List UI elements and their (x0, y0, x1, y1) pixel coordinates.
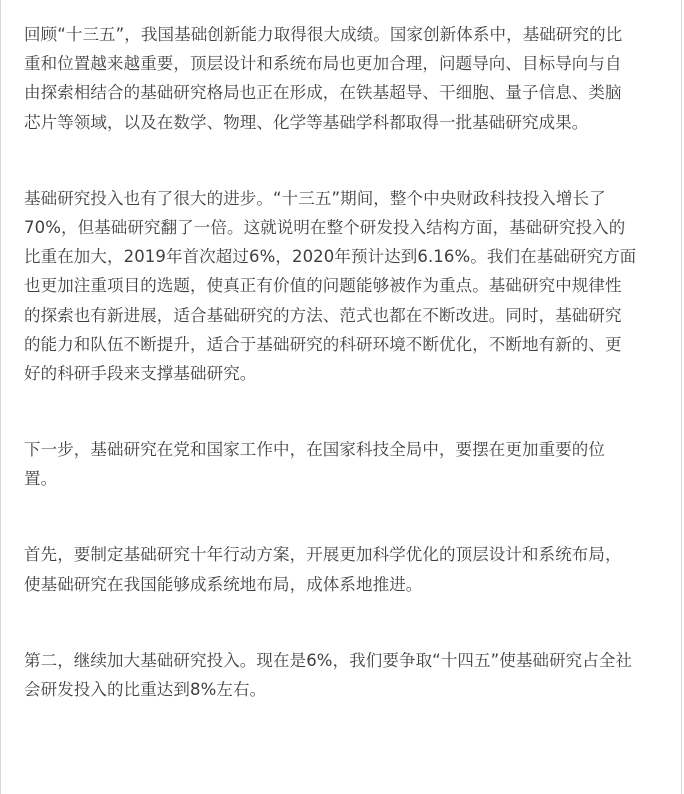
paragraph-next-step (24, 435, 664, 493)
text-line: 也更加注重项目的选题，使真正有价值的问题能够被作为重点。基础研究中规律性 (24, 276, 622, 296)
paragraph-investment-progress (24, 184, 664, 388)
text-line: 第二，继续加大基础研究投入。现在是6%，我们要争取“十四五”使基础研究占全社 (24, 650, 633, 670)
text-line: 70%，但基础研究翻了一倍。这就说明在整个研发投入结构方面，基础研究投入的 (24, 217, 626, 237)
paragraph-first-point (24, 540, 664, 598)
text-line: 重和位置越来越重要，顶层设计和系统布局也更加合理，问题导向、目标导向与自 (24, 54, 622, 74)
text-line: 置。 (24, 469, 58, 489)
text-line: 芯片等领域，以及在数学、物理、化学等基础学科都取得一批基础研究成果。 (24, 112, 589, 132)
paragraph-review-13th-five-year (24, 20, 664, 137)
text-line: 回顾“十三五”，我国基础创新能力取得很大成绩。国家创新体系中，基础研究的比 (24, 25, 623, 44)
text-line: 的探索也有新进展，适合基础研究的方法、范式也都在不断改进。同时，基础研究 (24, 305, 622, 325)
text-line: 好的科研手段来支撑基础研究。 (24, 363, 257, 383)
text-line: 由探索相结合的基础研究格局也正在形成，在铁基超导、干细胞、量子信息、类脑 (24, 83, 622, 103)
text-line: 使基础研究在我国能够成系统地布局，成体系地推进。 (24, 574, 423, 594)
text-line: 首先，要制定基础研究十年行动方案，开展更加科学优化的顶层设计和系统布局， (24, 545, 622, 565)
text-line: 下一步，基础研究在党和国家工作中，在国家科技全局中，要摆在更加重要的位 (24, 440, 605, 460)
article-body (24, 20, 664, 751)
text-line: 基础研究投入也有了很大的进步。“十三五”期间，整个中央财政科技投入增长了 (24, 188, 606, 208)
text-line: 会研发投入的比重达到8%左右。 (24, 680, 267, 699)
text-line: 的能力和队伍不断提升，适合于基础研究的科研环境不断优化，不断地有新的、更 (24, 334, 622, 354)
paragraph-second-point (24, 646, 664, 704)
text-line: 比重在加大，2019年首次超过6%，2020年预计达到6.16%。我们在基础研究方面 (24, 247, 637, 267)
